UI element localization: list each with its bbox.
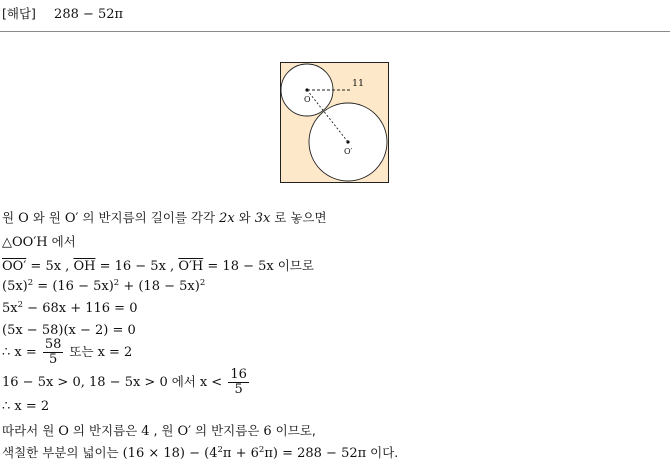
center-Oprime-dot	[346, 140, 349, 143]
header-label: [해답]	[2, 6, 36, 21]
header	[2, 4, 123, 22]
header-answer: 288 − 52π	[54, 7, 124, 22]
line-9: ∴ x = 2	[2, 399, 50, 414]
line-2: △OO′H 에서	[2, 234, 76, 250]
line-1: 원 O 와 원 O′ 의 반지름의 길이를 각각 2x 와 3x 로 놓으면	[2, 210, 327, 226]
center-O-dot	[305, 88, 308, 91]
line-11: 색칠한 부분의 넓이는 $(16 \times 18) - (4^2\pi + 6^2\pi) = 288 - 52\pi$ 이다.	[2, 445, 399, 461]
line-4: $(5x)^2 = (16 - 5x)^2 + (18 - 5x)^2$	[2, 278, 206, 294]
line-8: 16 − 5x > 0, 18 − 5x > 0 에서 x < $\frac{16}{5}$	[2, 367, 247, 397]
line-3: OO′ = 5x , $\overline{OH} = 16 - 5x$ , O′H = 18 − 5x 이므로	[2, 258, 314, 274]
figure-label-O: O	[304, 95, 311, 104]
figure-label-11: 11	[352, 78, 365, 89]
fraction-16-5: $\frac{16}{5}$	[230, 367, 247, 397]
line-7: ∴ x = $\frac{58}{5}$ 또는 x = 2	[2, 337, 133, 367]
figure	[280, 62, 392, 186]
fraction-58-5: $\frac{58}{5}$	[44, 337, 62, 367]
divider	[0, 31, 670, 32]
line-10: 따라서 원 O 의 반지름은 4 , 원 O′ 의 반지름은 6 이므로,	[2, 423, 316, 439]
line-5: $5x^2 - 68x + 116 = 0$	[2, 300, 138, 316]
line-6: (5x − 58)(x − 2) = 0	[2, 323, 136, 338]
figure-label-Oprime: O′	[344, 147, 353, 156]
